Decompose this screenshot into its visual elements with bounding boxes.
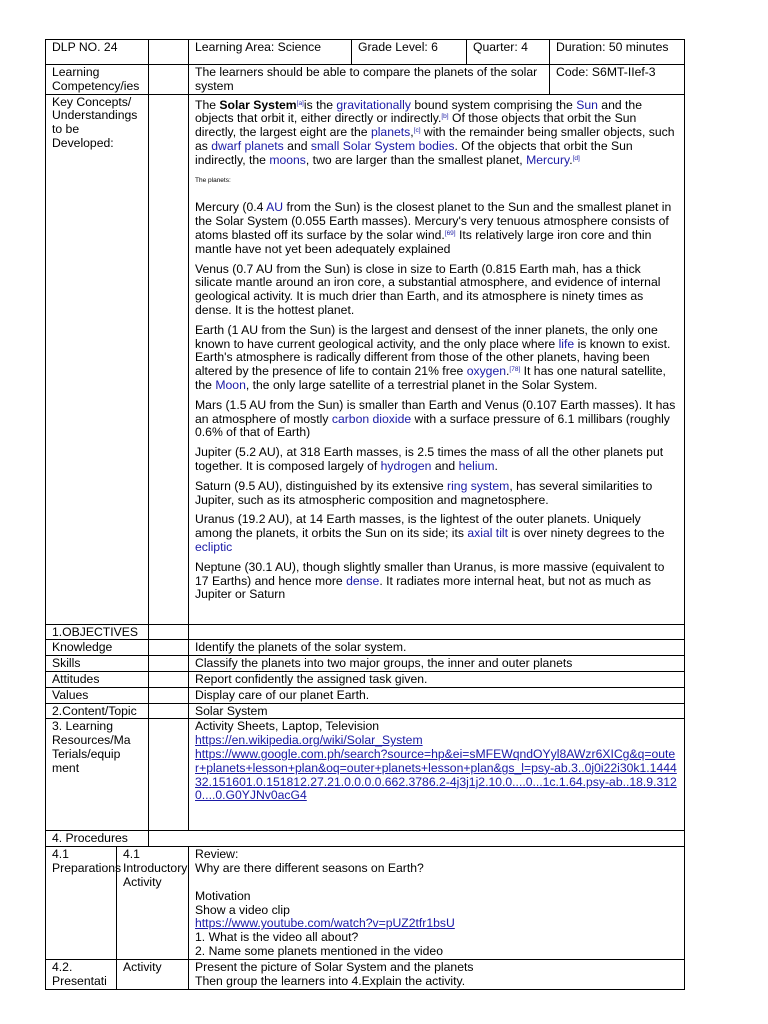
planet-mercury: Mercury (0.4 AU from the Sun) is the closest planet to the Sun and the smallest planet in the Solar System (0.055 Earth masses). Mercury's very tenuous atmosphere consists of atoms blasted off its surface by the solar wind.[69] Its relatively large iron core and thin mantle have not yet been adequately explained	[195, 200, 672, 256]
knowledge-text: Identify the planets of the solar system.	[189, 640, 685, 656]
competency-code: Code: S6MT-IIef-3	[550, 65, 685, 95]
empty-cell	[149, 656, 189, 672]
content-text: Solar System	[189, 703, 685, 719]
duration: Duration: 50 minutes	[550, 40, 685, 65]
empty-cell	[149, 687, 189, 703]
concepts-body	[189, 94, 685, 624]
link[interactable]: ring system	[447, 478, 510, 493]
activity-line-1: Present the picture of Solar System and the planets	[195, 960, 474, 975]
planet-neptune: Neptune (30.1 AU), though slightly smaller than Uranus, is more massive (equivalent to 17 Earths) and hence more dense. It radiates more internal heat, but not as much as Jupiter or Saturn	[195, 559, 665, 602]
activity-label: Activity	[117, 960, 189, 990]
link[interactable]: dwarf planets	[211, 138, 284, 153]
link[interactable]: planets	[370, 125, 411, 140]
link[interactable]: ecliptic	[195, 539, 233, 554]
question-1: 1. What is the video all about?	[195, 930, 359, 945]
review-question: Why are there different seasons on Earth?	[195, 860, 424, 875]
values-label: Values	[46, 687, 149, 703]
empty-cell	[149, 831, 685, 847]
empty-cell	[149, 40, 189, 65]
resources-label: 3. Learning Resources/Ma Terials/equip ment	[46, 719, 149, 831]
question-2: 2. Name some planets mentioned in the video	[195, 943, 443, 958]
introductory-activity-body	[189, 847, 685, 960]
link[interactable]: dense	[346, 573, 380, 588]
knowledge-label: Knowledge	[46, 640, 149, 656]
learning-area: Learning Area: Science	[189, 40, 352, 65]
motivation-text: Show a video clip	[195, 902, 290, 917]
empty-cell	[149, 624, 189, 640]
link[interactable]: Moon	[215, 377, 246, 392]
skills-label: Skills	[46, 656, 149, 672]
solar-system-intro: The Solar System[a]is the gravitationally bound system comprising the Sun and the objects that orbit it, either directly or indirectly.[b] Of those objects that orbit the Sun directly, the largest eight are the planets,[c] with the remainder being smaller objects, such as dwarf planets and small Solar System bodies. Of the objects that orbit the Sun indirectly, the moons, two are larger than the smallest planet, Mercury.[d]	[195, 97, 675, 167]
empty-cell	[149, 94, 189, 624]
presentation-label: 4.2. Presentati	[46, 960, 117, 990]
dlp-number: DLP NO. 24	[46, 40, 149, 65]
review-label: Review:	[195, 847, 239, 862]
link[interactable]: hydrogen	[380, 458, 432, 473]
attitudes-text: Report confidently the assigned task given.	[189, 671, 685, 687]
link[interactable]: moons	[269, 152, 306, 167]
preparations-label: 4.1 Preparations	[46, 847, 117, 960]
content-label: 2.Content/Topic	[46, 703, 149, 719]
activity-line-2: Then group the learners into 4.Explain the activity.	[195, 973, 466, 988]
planet-uranus: Uranus (19.2 AU), at 14 Earth masses, is the lightest of the outer planets. Uniquely among the planets, it orbits the Sun on its side; its axial tilt is over ninety degrees to the ecliptic	[195, 512, 665, 554]
empty-cell	[149, 671, 189, 687]
lesson-plan-table	[45, 39, 685, 990]
link[interactable]: oxygen	[466, 364, 507, 379]
grade-level: Grade Level: 6	[352, 40, 467, 65]
quarter: Quarter: 4	[467, 40, 550, 65]
link[interactable]: axial tilt	[467, 526, 508, 541]
competency-text: The learners should be able to compare the planets of the solar system	[189, 65, 550, 95]
empty-cell	[149, 719, 189, 831]
empty-cell	[149, 703, 189, 719]
google-search-link[interactable]: https://www.google.com.ph/search?source=hp&ei=sMFEWqndOYyl8AWzr6XICg&q=outer+planets+lesson+plan&oq=outer+planets+lesson+plan&gs_l=psy-ab.3..0j0i22i30k1.144432.151601.0.151812.27.21.0.0.0.0.662.3786.2-4j3j1j2.10.0....0...1c.1.64.psy-ab..18.9.3120....0.G0YJNv0acG4	[195, 746, 677, 803]
values-text: Display care of our planet Earth.	[189, 687, 685, 703]
planet-jupiter: Jupiter (5.2 AU), at 318 Earth masses, is 2.5 times the mass of all the other planets put together. It is composed largely of hydrogen and helium.	[195, 445, 664, 473]
empty-cell	[189, 624, 685, 640]
competency-label: Learning Competency/ies	[46, 65, 149, 95]
wikipedia-link[interactable]: https://en.wikipedia.org/wiki/Solar_System	[195, 733, 423, 748]
resources-body	[189, 719, 685, 831]
planet-earth: Earth (1 AU from the Sun) is the largest and densest of the inner planets, the only one known to have current geological activity, and the only place where life is known to exist. Earth's atmosphere is radically different from those of the other planets, having been altered by the presence of life to contain 21% free oxygen.[78] It has one natural satellite, the Moon, the only large satellite of a terrestrial planet in the Solar System.	[195, 322, 671, 392]
attitudes-label: Attitudes	[46, 671, 149, 687]
planets-label: The planets:	[195, 176, 231, 184]
skills-text: Classify the planets into two major groups, the inner and outer planets	[189, 656, 685, 672]
concepts-label: Key Concepts/ Understandings to be Developed:	[46, 94, 149, 624]
activity-body	[189, 960, 685, 990]
planet-mars: Mars (1.5 AU from the Sun) is smaller than Earth and Venus (0.107 Earth masses). It has an atmosphere of mostly carbon dioxide with a surface pressure of 6.1 millibars (roughly 0.6% of that of Earth)	[195, 397, 676, 440]
planet-venus: Venus (0.7 AU from the Sun) is close in size to Earth (0.815 Earth mah, has a thick silicate mantle around an iron core, a substantial atmosphere, and evidence of internal geological activity. It is much drier than Earth, and its atmosphere is ninety times as dense. It is the hottest planet.	[195, 261, 661, 317]
empty-cell	[149, 65, 189, 95]
motivation-label: Motivation	[195, 888, 251, 903]
link[interactable]: Sun	[576, 97, 598, 112]
link[interactable]: Mercury	[526, 152, 570, 167]
link[interactable]: gravitationally	[336, 97, 411, 112]
introductory-activity-label: 4.1 Introductory Activity	[117, 847, 189, 960]
spacer	[195, 876, 679, 890]
link[interactable]: AU	[266, 200, 284, 215]
link[interactable]: helium	[458, 458, 495, 473]
resources-items: Activity Sheets, Laptop, Television	[195, 719, 380, 734]
objectives-label: 1.OBJECTIVES	[46, 624, 149, 640]
link[interactable]: life	[558, 336, 575, 351]
planet-saturn: Saturn (9.5 AU), distinguished by its extensive ring system, has several similarities to Jupiter, such as its atmospheric composition and magnetosphere.	[195, 478, 653, 507]
link[interactable]: carbon dioxide	[331, 411, 412, 426]
procedures-label: 4. Procedures	[46, 831, 149, 847]
youtube-link[interactable]: https://www.youtube.com/watch?v=pUZ2tfr1bsU	[195, 916, 455, 931]
empty-cell	[149, 640, 189, 656]
link[interactable]: small Solar System bodies	[310, 138, 455, 153]
